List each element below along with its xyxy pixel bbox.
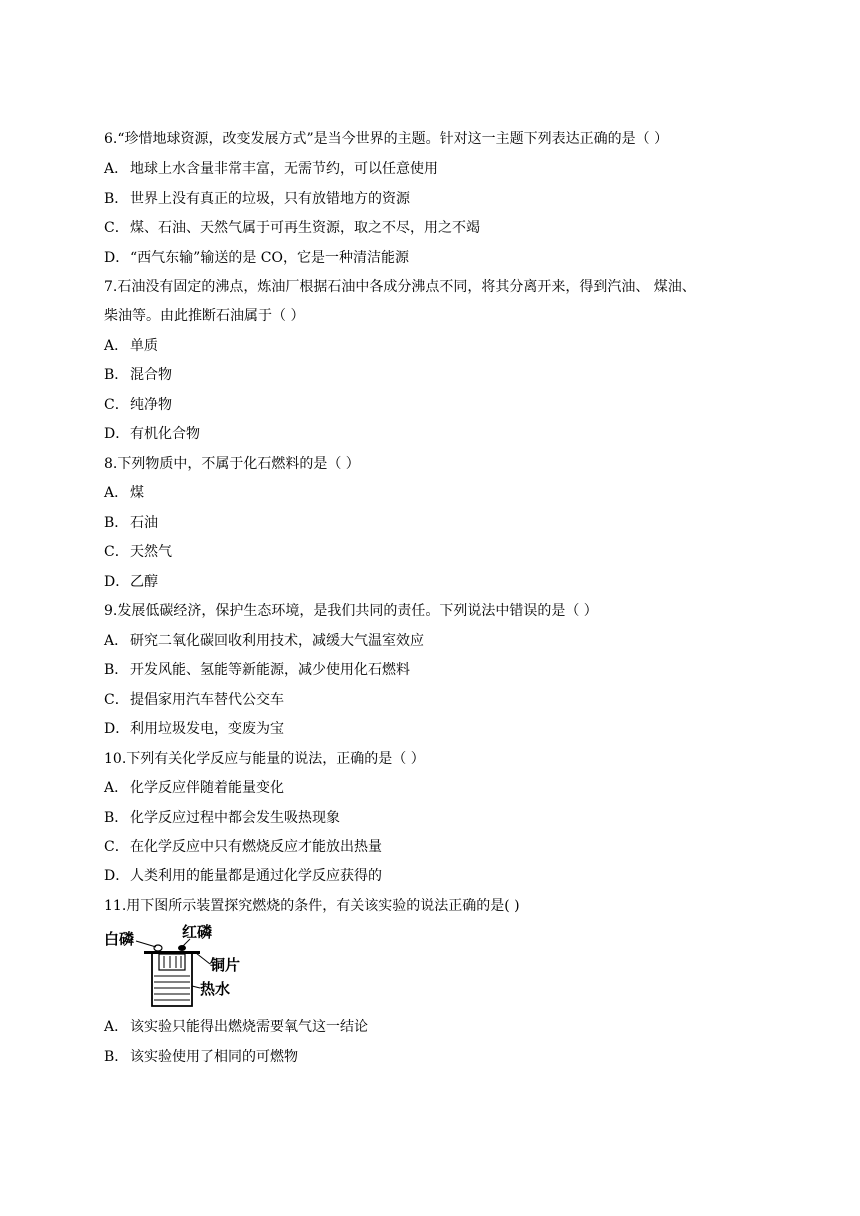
q8-stem-line-1: 8.下列物质中，不属于化石燃料的是（ ） <box>104 456 360 472</box>
option-text: 化学反应过程中都会发生吸热现象 <box>130 810 340 826</box>
option-text: 世界上没有真正的垃圾，只有放错地方的资源 <box>130 191 410 207</box>
q11-option-a <box>104 1018 368 1036</box>
q6-option-a <box>104 160 438 178</box>
copper-leader <box>196 953 210 964</box>
option-letter: C． <box>104 397 129 413</box>
q9-stem-line-1: 9.发展低碳经济，保护生态环境，是我们共同的责任。下列说法中错误的是（ ） <box>104 603 598 619</box>
option-letter: D． <box>104 426 130 442</box>
white-phosphorus-blob <box>154 945 162 951</box>
q10-option-c <box>104 838 382 856</box>
option-letter: D． <box>104 868 130 884</box>
q6-option-b <box>104 190 410 208</box>
option-text: 煤 <box>130 485 144 501</box>
option-letter: A． <box>104 1019 129 1035</box>
option-letter: A． <box>104 338 129 354</box>
option-text: “西气东输”输送的是 CO，它是一种清洁能源 <box>130 250 409 266</box>
white-phosphorus-label: 白磷 <box>104 930 135 948</box>
option-text: 该实验使用了相同的可燃物 <box>130 1049 298 1065</box>
option-letter: B． <box>104 662 129 678</box>
option-letter: C． <box>104 839 129 855</box>
q6-option-d <box>104 249 409 267</box>
q7-option-a <box>104 337 158 355</box>
beaker <box>152 954 192 1006</box>
option-text: 纯净物 <box>130 397 172 413</box>
option-text: 地球上水含量非常丰富，无需节约，可以任意使用 <box>130 161 438 177</box>
option-text: 有机化合物 <box>130 426 200 442</box>
option-letter: C． <box>104 544 129 560</box>
option-text: 在化学反应中只有燃烧反应才能放出热量 <box>130 839 382 855</box>
q11-option-b <box>104 1048 298 1066</box>
option-text: 单质 <box>130 338 158 354</box>
q7-stem-line-2: 柴油等。由此推断石油属于（ ） <box>104 308 305 324</box>
option-text: 石油 <box>130 515 158 531</box>
option-text: 该实验只能得出燃烧需要氧气这一结论 <box>130 1019 368 1035</box>
q9-option-c <box>104 691 284 709</box>
option-text: 利用垃圾发电，变废为宝 <box>130 721 284 737</box>
q8-option-c <box>104 543 172 561</box>
q8-option-d <box>104 573 158 591</box>
copper-sheet-label: 铜片 <box>210 956 241 974</box>
option-letter: B． <box>104 367 129 383</box>
red-phosphorus-label: 红磷 <box>182 924 213 941</box>
option-text: 化学反应伴随着能量变化 <box>130 780 284 796</box>
q7-option-b <box>104 366 172 384</box>
option-letter: A． <box>104 633 129 649</box>
hot-water-leader <box>192 986 200 988</box>
q6-stem-line-1: 6.“珍惜地球资源，改变发展方式”是当今世界的主题。针对这一主题下列表达正确的是（ ） <box>104 131 669 147</box>
q9-option-b <box>104 661 410 679</box>
q6-option-c <box>104 219 480 237</box>
q8-option-b <box>104 514 158 532</box>
white-phosphorus-leader <box>136 941 156 947</box>
q8-option-a <box>104 484 144 502</box>
option-letter: C． <box>104 220 129 236</box>
q7-option-d <box>104 425 200 443</box>
option-text: 天然气 <box>130 544 172 560</box>
q9-option-a <box>104 632 424 650</box>
option-letter: D． <box>104 574 130 590</box>
hot-water-label: 热水 <box>200 980 231 998</box>
option-text: 研究二氧化碳回收利用技术，减缓大气温室效应 <box>130 633 424 649</box>
option-letter: B． <box>104 191 129 207</box>
option-text: 混合物 <box>130 367 172 383</box>
option-letter: D． <box>104 250 130 266</box>
q7-stem-line-1: 7.石油没有固定的沸点，炼油厂根据石油中各成分沸点不同，将其分离开来，得到汽油、 煤油、 <box>104 279 696 295</box>
option-letter: A． <box>104 780 129 796</box>
option-text: 煤、石油、天然气属于可再生资源，取之不尽，用之不竭 <box>130 220 480 236</box>
option-letter: A． <box>104 161 129 177</box>
q7-option-c <box>104 396 172 414</box>
option-text: 人类利用的能量都是通过化学反应获得的 <box>130 868 382 884</box>
option-text: 开发风能、氢能等新能源，减少使用化石燃料 <box>130 662 410 678</box>
option-letter: B． <box>104 515 129 531</box>
q9-option-d <box>104 720 284 738</box>
option-text: 乙醇 <box>130 574 158 590</box>
option-letter: B． <box>104 1049 129 1065</box>
red-phosphorus-blob <box>178 945 186 951</box>
option-letter: A． <box>104 485 129 501</box>
q10-option-a <box>104 779 284 797</box>
q10-stem-line-1: 10.下列有关化学反应与能量的说法，正确的是（ ） <box>104 751 425 767</box>
q10-option-b <box>104 809 340 827</box>
option-letter: C． <box>104 692 129 708</box>
option-text: 提倡家用汽车替代公交车 <box>130 692 284 708</box>
option-letter: D． <box>104 721 130 737</box>
combustion-apparatus-figure <box>104 924 254 1010</box>
option-letter: B． <box>104 810 129 826</box>
q11-stem-line-1: 11.用下图所示装置探究燃烧的条件，有关该实验的说法正确的是( ) <box>104 898 520 914</box>
q10-option-d <box>104 867 382 885</box>
